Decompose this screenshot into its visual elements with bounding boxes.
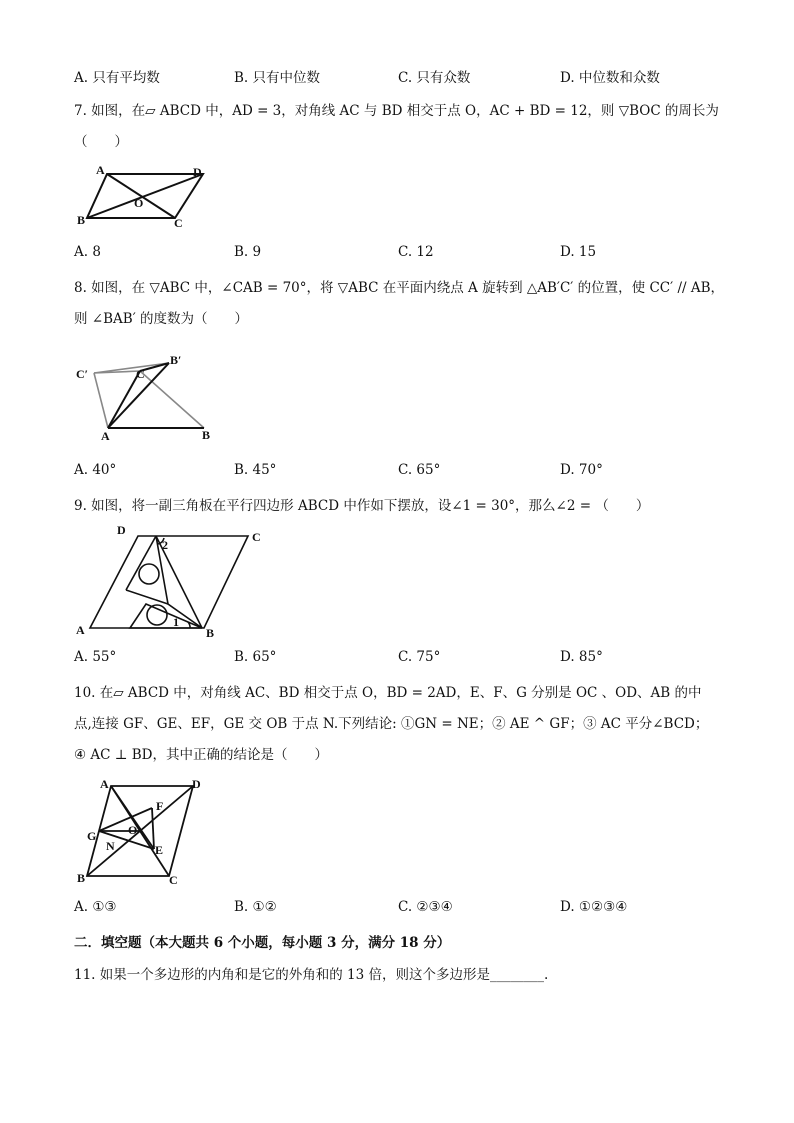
section-fill-in-heading: 二．填空题（本大题共 6 个小题，每小题 3 分，满分 18 分）: [74, 935, 451, 951]
q8-label-b-prime: B′: [170, 353, 182, 367]
q8-option-b: B. 45°: [234, 462, 277, 478]
q10-label-b: B: [77, 871, 86, 885]
q10-label-g: G: [87, 829, 97, 843]
q9-stem-line1: 9. 如图，将一副三角板在平行四边形 ABCD 中作如下摆放，设∠1 = 30°，那么∠2 = （ ）: [74, 498, 650, 514]
q9-label-1: 1: [173, 615, 179, 629]
q10-label-d: D: [192, 777, 201, 791]
q9-label-d: D: [117, 523, 126, 537]
q10-label-n: N: [106, 839, 115, 853]
q7-label-o: O: [134, 196, 144, 210]
q9-triangle-rulers-figure: [74, 520, 274, 642]
q10-label-a: A: [100, 777, 109, 791]
q7-option-a: A. 8: [74, 244, 101, 260]
q7-option-b: B. 9: [234, 244, 262, 260]
q8-option-c: C. 65°: [398, 462, 441, 478]
q10-stem-line3: ④ AC ⊥ BD，其中正确的结论是（ ）: [74, 747, 328, 763]
q10-label-e: E: [155, 843, 164, 857]
q10-label-f: F: [156, 799, 164, 813]
q10-parallelogram-figure: [74, 772, 214, 890]
q6-option-a: A. 只有平均数: [74, 70, 160, 86]
q6-option-d: D. 中位数和众数: [560, 70, 660, 86]
q7-label-d: D: [193, 165, 202, 179]
q7-option-c: C. 12: [398, 244, 434, 260]
q11-stem: 11. 如果一个多边形的内角和是它的外角和的 13 倍，则这个多边形是________.: [74, 967, 549, 983]
q8-label-c-prime: C′: [76, 367, 89, 381]
q7-parallelogram-figure: [74, 160, 214, 232]
q10-option-b: B. ①②: [234, 899, 277, 915]
q6-option-c: C. 只有众数: [398, 70, 471, 86]
q6-option-b: B. 只有中位数: [234, 70, 321, 86]
q7-label-b: B: [77, 213, 86, 227]
q8-label-c: C: [136, 367, 145, 381]
q9-label-a: A: [76, 623, 85, 637]
q9-option-c: C. 75°: [398, 649, 441, 665]
q8-stem-line1: 8. 如图，在 ▽ABC 中，∠CAB = 70°，将 ▽ABC 在平面内绕点 A 旋转到 △AB′C′ 的位置，使 CC′ // AB，: [74, 280, 725, 296]
q8-rotation-figure: [74, 350, 224, 442]
q8-label-a: A: [101, 429, 110, 442]
q7-label-a: A: [96, 163, 105, 177]
q7-stem-line2: （ ）: [74, 134, 128, 150]
q7-label-c: C: [174, 216, 183, 230]
q10-stem-line1: 10. 在▱ ABCD 中，对角线 AC、BD 相交于点 O，BD = 2AD，E、F、G 分别是 OC 、OD、AB 的中: [74, 685, 702, 701]
q8-label-b: B: [202, 428, 211, 442]
q9-label-b: B: [206, 626, 215, 640]
q10-label-c: C: [169, 873, 178, 887]
q8-option-d: D. 70°: [560, 462, 603, 478]
q10-label-o: O: [128, 823, 138, 837]
q10-stem-line2: 点,连接 GF、GE、EF，GE 交 OB 于点 N.下列结论: ①GN = NE；② AE ^ GF；③ AC 平分∠BCD；: [74, 716, 709, 732]
q9-option-b: B. 65°: [234, 649, 277, 665]
q7-stem-line1: 7. 如图，在▱ ABCD 中，AD = 3，对角线 AC 与 BD 相交于点 O，AC + BD = 12，则 ▽BOC 的周长为: [74, 103, 719, 119]
q10-option-d: D. ①②③④: [560, 899, 628, 915]
q8-stem-line2: 则 ∠BAB′ 的度数为（ ）: [74, 311, 249, 327]
q9-label-2: 2: [162, 538, 168, 552]
q9-option-d: D. 85°: [560, 649, 603, 665]
q8-option-a: A. 40°: [74, 462, 117, 478]
q7-option-d: D. 15: [560, 244, 597, 260]
q10-option-a: A. ①③: [74, 899, 117, 915]
q9-option-a: A. 55°: [74, 649, 117, 665]
q10-option-c: C. ②③④: [398, 899, 453, 915]
q9-label-c: C: [252, 530, 261, 544]
